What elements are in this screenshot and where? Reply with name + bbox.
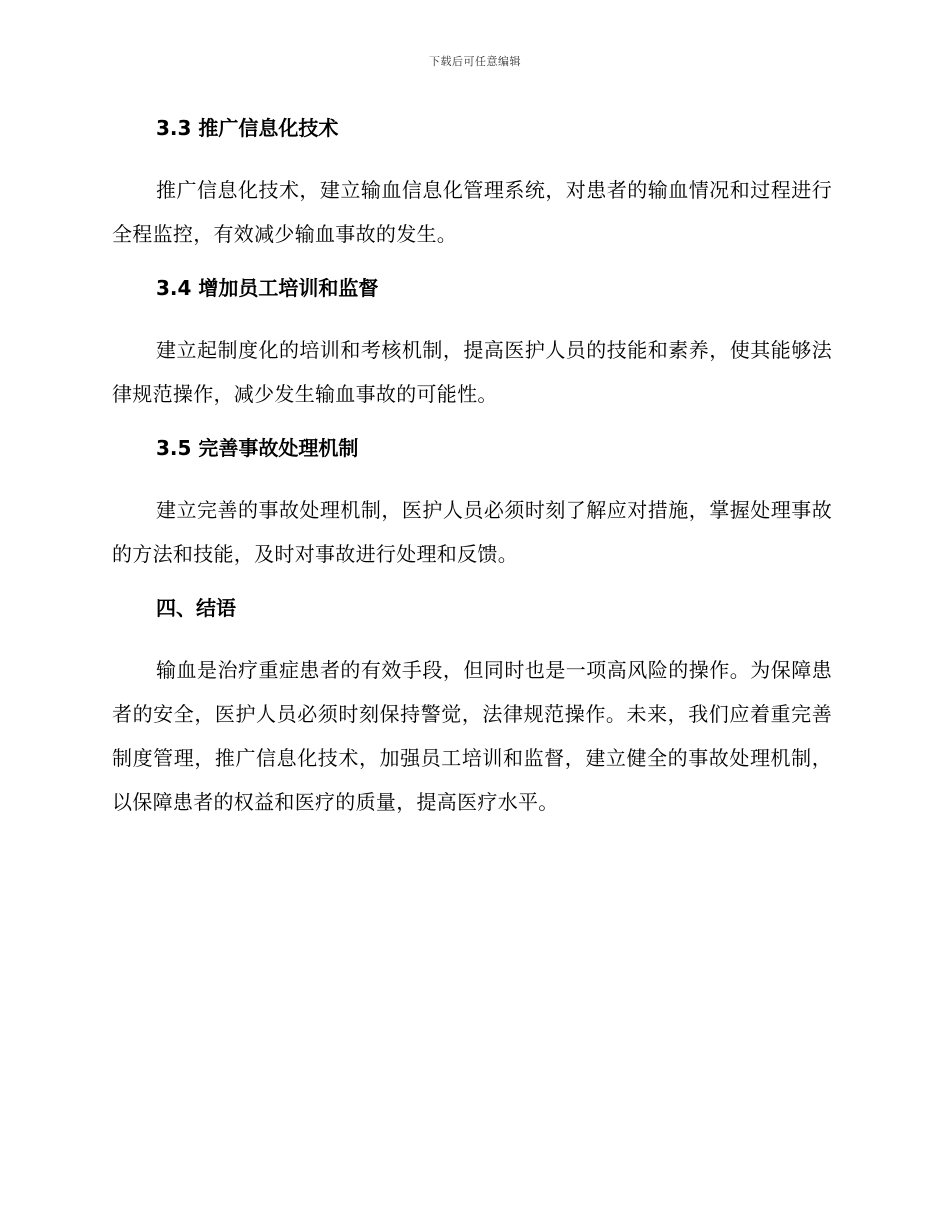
section-heading: 四、结语 <box>156 596 236 620</box>
section-3-3 <box>112 112 832 272</box>
section-3-5 <box>112 432 832 592</box>
section-conclusion <box>112 592 832 824</box>
section-paragraph: 推广信息化技术，建立输血信息化管理系统，对患者的输血情况和过程进行全程监控，有效减少输血事故的发生。 <box>112 178 832 246</box>
section-heading: 3.4 增加员工培训和监督 <box>156 276 379 300</box>
header-note: 下载后可任意编辑 <box>429 55 521 68</box>
section-paragraph: 建立完善的事故处理机制，医护人员必须时刻了解应对措施，掌握处理事故的方法和技能，及时对事故进行处理和反馈。 <box>112 498 832 566</box>
section-paragraph: 输血是治疗重症患者的有效手段，但同时也是一项高风险的操作。为保障患者的安全，医护人员必须时刻保持警觉，法律规范操作。未来，我们应着重完善制度管理，推广信息化技术，加强员工培训和监督，建立健全的事故处理机制，以保障患者的权益和医疗的质量，提高医疗水平。 <box>112 658 832 814</box>
section-heading: 3.5 完善事故处理机制 <box>156 436 359 460</box>
section-3-4 <box>112 272 832 432</box>
section-paragraph: 建立起制度化的培训和考核机制，提高医护人员的技能和素养，使其能够法律规范操作，减少发生输血事故的可能性。 <box>112 338 832 406</box>
section-heading: 3.3 推广信息化技术 <box>156 116 339 140</box>
document-body <box>112 112 832 824</box>
